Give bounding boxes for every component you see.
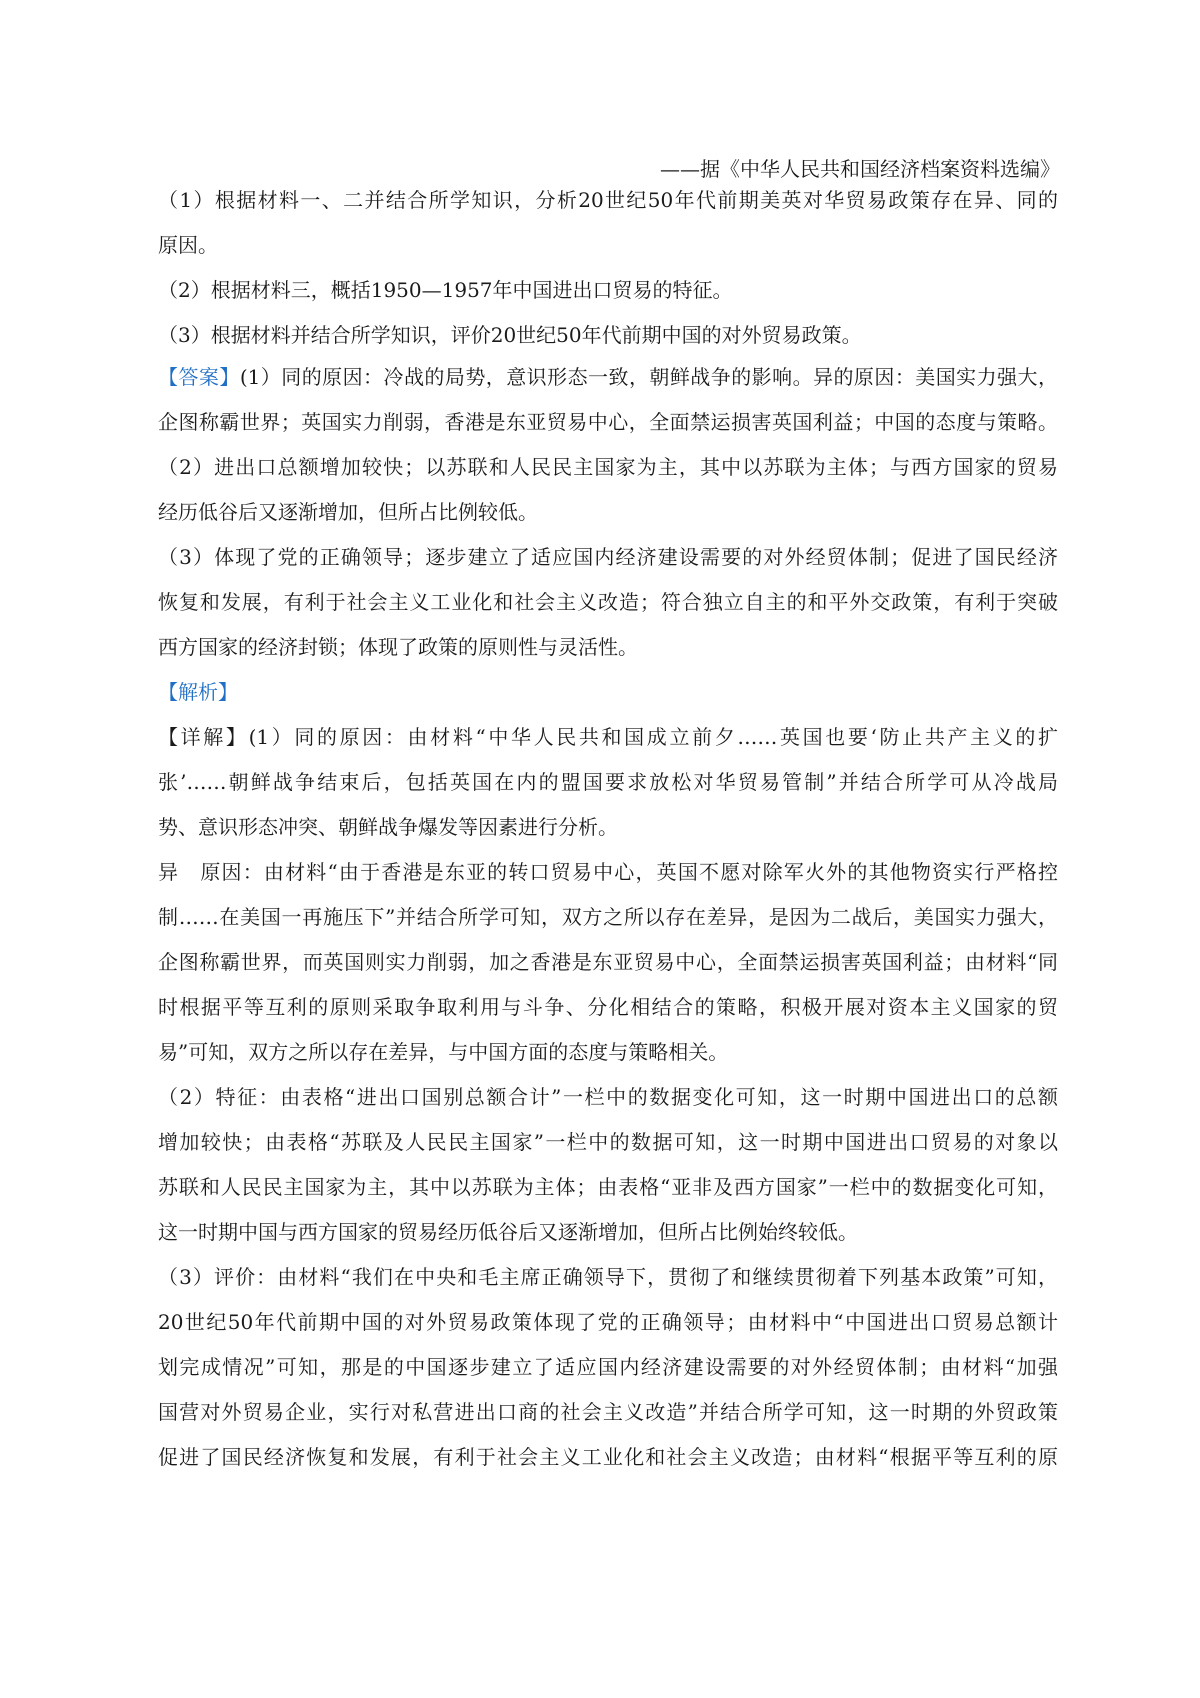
detail-tag: 【详解】 [158,725,249,749]
detail-line: 易”可知，双方之所以存在差异，与中国方面的态度与策略相关。 [158,1040,729,1064]
detail-line: 异 原因：由材料“由于香港是东亚的转口贸易中心，英国不愿对除军火外的其他物资实行严格控 [158,860,1058,884]
detail-line: 20世纪50年代前期中国的对外贸易政策体现了党的正确领导；由材料中“中国进出口贸易总额计 [158,1310,1058,1334]
detail-line: 制……在美国一再施压下”并结合所学可知，双方之所以存在差异，是因为二战后，美国实力强大， [158,905,1058,929]
answer-line: （3）体现了党的正确领导；逐步建立了适应国内经济建设需要的对外经贸体制；促进了国民经济 [158,545,1058,569]
question-1-line-1: （1）根据材料一、二并结合所学知识，分析20世纪50年代前期美英对华贸易政策存在异、同的 [158,188,1058,212]
answer-line: 恢复和发展，有利于社会主义工业化和社会主义改造；符合独立自主的和平外交政策，有利于突破 [158,590,1058,614]
answer-line: 经历低谷后又逐渐增加，但所占比例较低。 [158,500,538,524]
detail-line: （3）评价：由材料“我们在中央和毛主席正确领导下，贯彻了和继续贯彻着下列基本政策”可知， [158,1265,1058,1289]
answer-line-1-text: (1）同的原因：冷战的局势，意识形态一致，朝鲜战争的影响。异的原因：美国实力强大， [239,365,1058,389]
detail-line: 张’……朝鲜战争结束后，包括英国在内的盟国要求放松对华贸易管制”并结合所学可从冷战局 [158,770,1058,794]
answer-tag: 【答案】 [158,365,240,389]
detail-line-1-text: (1）同的原因：由材料“中华人民共和国成立前夕……英国也要‘防止共产主义的扩 [248,725,1059,749]
detail-line: 企图称霸世界，而英国则实力削弱，加之香港是东亚贸易中心，全面禁运损害英国利益；由材料“同 [158,950,1058,974]
detail-line: 这一时期中国与西方国家的贸易经历低谷后又逐渐增加，但所占比例始终较低。 [158,1220,858,1244]
detail-line: 国营对外贸易企业，实行对私营进出口商的社会主义改造”并结合所学可知，这一时期的外贸政策 [158,1400,1058,1424]
question-1-line-2: 原因。 [158,233,218,257]
answer-line: 企图称霸世界；英国实力削弱，香港是东亚贸易中心，全面禁运损害英国利益；中国的态度与策略。 [158,410,1058,434]
detail-line: 势、意识形态冲突、朝鲜战争爆发等因素进行分析。 [158,815,618,839]
detail-line-1 [158,724,1058,750]
detail-line: （2）特征：由表格“进出口国别总额合计”一栏中的数据变化可知，这一时期中国进出口的总额 [158,1085,1058,1109]
analysis-heading [158,679,1058,705]
analysis-tag: 【解析】 [158,680,238,704]
answer-line-1 [158,364,1058,390]
detail-line: 促进了国民经济恢复和发展，有利于社会主义工业化和社会主义改造；由材料“根据平等互利的原 [158,1445,1058,1469]
detail-line: 时根据平等互利的原则采取争取利用与斗争、分化相结合的策略，积极开展对资本主义国家的贸 [158,995,1058,1019]
answer-line: （2）进出口总额增加较快；以苏联和人民民主国家为主，其中以苏联为主体；与西方国家的贸易 [158,455,1058,479]
detail-line: 增加较快；由表格“苏联及人民民主国家”一栏中的数据可知，这一时期中国进出口贸易的对象以 [158,1130,1058,1154]
detail-line: 划完成情况”可知，那是的中国逐步建立了适应国内经济建设需要的对外经贸体制；由材料“加强 [158,1355,1058,1379]
detail-line: 苏联和人民民主国家为主，其中以苏联为主体；由表格“亚非及西方国家”一栏中的数据变化可知， [158,1175,1058,1199]
question-2: （2）根据材料三，概括1950—1957年中国进出口贸易的特征。 [158,278,733,302]
answer-line: 西方国家的经济封锁；体现了政策的原则性与灵活性。 [158,635,638,659]
question-3: （3）根据材料并结合所学知识，评价20世纪50年代前期中国的对外贸易政策。 [158,323,862,347]
source-citation: ——据《中华人民共和国经济档案资料选编》 [660,157,1060,181]
